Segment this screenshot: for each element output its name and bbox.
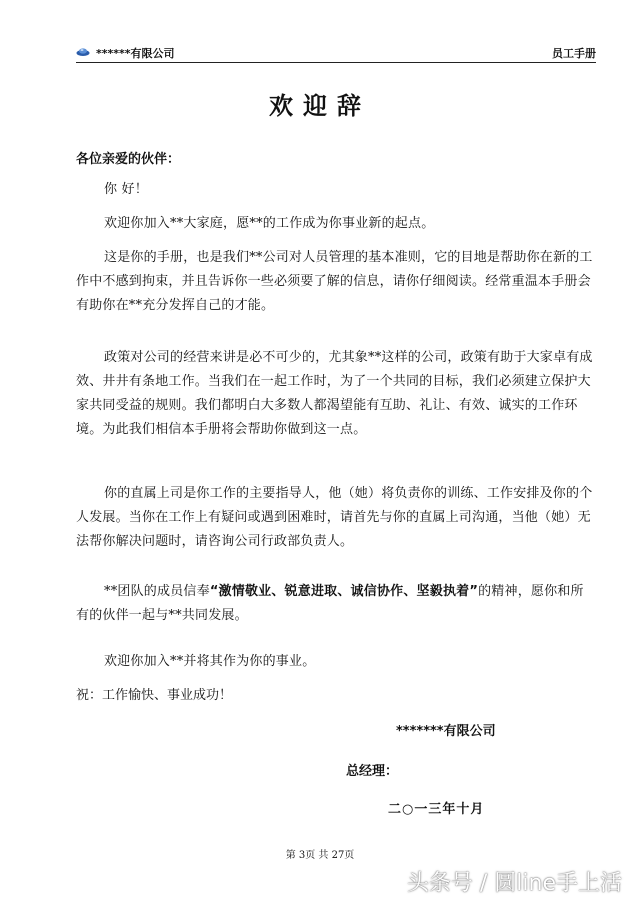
signature-manager: 总经理： xyxy=(346,764,399,779)
paragraph-policy: 政策对公司的经营来讲是必不可少的，尤其象**这样的公司，政策有助于大家卓有成效、井井有条地工作。当我们在一起工作时，为了一个共同的目标，我们必须建立保护大家共同受益的规则。我们都明白大多数人都渴望能有互助、礼让、有效、诚实的工作环境。为此我们相信本手册将会帮助你做到这一点。 xyxy=(76,350,593,437)
signature-company: *******有限公司 xyxy=(396,724,496,739)
salutation: 各位亲爱的伙伴： xyxy=(76,152,181,167)
header-company-name: ******有限公司 xyxy=(96,47,175,60)
paragraph-team xyxy=(76,580,596,628)
paragraph-greeting: 你 好！ xyxy=(104,182,148,197)
paragraph-closing-welcome: 欢迎你加入**并将其作为你的事业。 xyxy=(104,654,316,669)
page-footer: 第 3页 共 27页 xyxy=(285,850,355,861)
team-para-before: **团队的成员信奉 xyxy=(104,584,210,599)
closing-wish: 祝：工作愉快、事业成功！ xyxy=(76,688,233,703)
team-para-after: 的精神，愿你和所有的伙伴一起与**共同发展。 xyxy=(76,584,584,623)
header-handbook-label: 员工手册 xyxy=(552,47,596,60)
page-header xyxy=(76,44,596,63)
company-logo-icon xyxy=(76,47,90,57)
paragraph-handbook: 这是你的手册，也是我们**公司对人员管理的基本准则，它的目地是帮助你在新的工作中不感到拘束，并且告诉你一些必须要了解的信息，请你仔细阅读。经常重温本手册会有助你在**充分发挥自己的才能。 xyxy=(76,250,593,313)
signature-date: 二○一三年十月 xyxy=(388,802,485,817)
paragraph-supervisor: 你的直属上司是你工作的主要指导人，他（她）将负责你的训练、工作安排及你的个人发展。当你在工作上有疑问或遇到困难时，请首先与你的直属上司沟通，当他（她）无法帮你解决问题时，请咨询公司行政部负责人。 xyxy=(76,486,593,549)
paragraph-welcome: 欢迎你加入**大家庭，愿**的工作成为你事业新的起点。 xyxy=(104,216,435,231)
page-title: 欢迎辞 xyxy=(269,92,371,120)
team-values-emphasis: “激情敬业、锐意进取、诚信协作、坚毅执着” xyxy=(209,584,479,599)
watermark-text: 头条号 / 圆line手上活 xyxy=(406,871,622,896)
